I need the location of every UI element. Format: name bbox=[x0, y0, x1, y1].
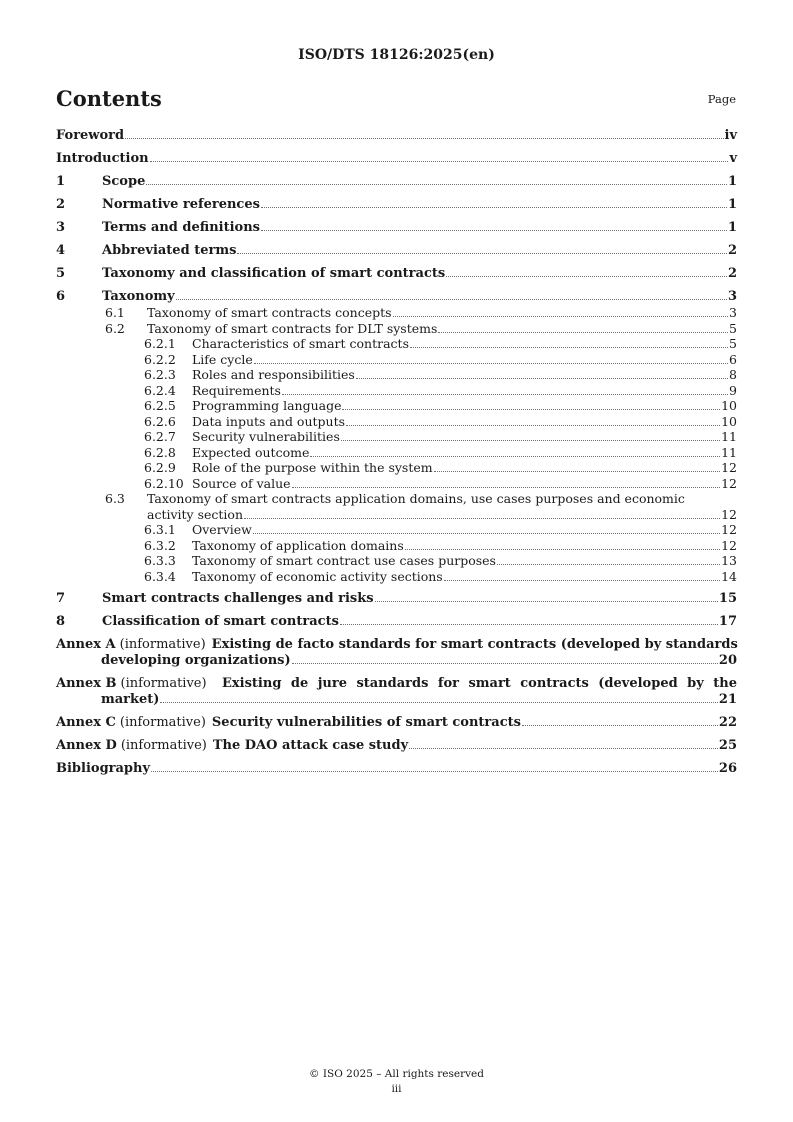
toc-entry-taxonomy-and-classification[interactable] bbox=[56, 266, 737, 282]
annex-id: Annex C bbox=[56, 715, 116, 730]
leader-dots bbox=[151, 771, 718, 772]
leader-dots bbox=[261, 207, 727, 208]
leader-dots bbox=[254, 363, 728, 364]
toc-label: Taxonomy and classification of smart contracts bbox=[102, 266, 446, 281]
toc-entry-6-3-3[interactable] bbox=[56, 553, 737, 569]
annex-title-word: (developed bbox=[598, 676, 678, 691]
leader-dots bbox=[393, 316, 729, 317]
toc-number: 6.3 bbox=[105, 491, 125, 506]
toc-number: 6.2.3 bbox=[144, 367, 176, 382]
toc-page: 22 bbox=[718, 715, 737, 730]
toc-page: 2 bbox=[727, 243, 737, 258]
annex-title-continued: market) bbox=[101, 692, 160, 707]
toc-page: 1 bbox=[727, 220, 737, 235]
toc-label: Requirements bbox=[192, 382, 281, 398]
toc-number: 6.3.1 bbox=[144, 522, 176, 537]
leader-dots bbox=[341, 440, 720, 441]
annex-title: Security vulnerabilities of smart contracts bbox=[211, 715, 521, 730]
toc-label: Role of the purpose within the system bbox=[192, 460, 433, 475]
toc-entry-introduction[interactable] bbox=[56, 151, 737, 167]
toc-entry-6-2-2[interactable] bbox=[56, 352, 737, 368]
toc-number: 6.2.2 bbox=[144, 351, 176, 367]
leader-dots bbox=[446, 276, 727, 277]
annex-type: (informative) bbox=[120, 676, 207, 691]
toc-label: Taxonomy bbox=[102, 289, 175, 304]
leader-dots bbox=[244, 518, 720, 519]
leader-dots bbox=[444, 580, 720, 581]
leader-dots bbox=[340, 624, 718, 625]
annex-id: Annex A bbox=[56, 637, 116, 652]
toc-page: 3 bbox=[729, 305, 737, 320]
leader-dots bbox=[282, 394, 728, 395]
annex-title-continued: developing organizations) bbox=[101, 653, 291, 668]
toc-number: 6.2 bbox=[105, 320, 125, 336]
toc-label: Smart contracts challenges and risks bbox=[102, 591, 374, 606]
toc-label: Normative references bbox=[102, 197, 260, 212]
toc-label: Security vulnerabilities bbox=[192, 429, 340, 444]
toc-page: v bbox=[729, 151, 737, 166]
page-column-label: Page bbox=[707, 92, 736, 106]
toc-entry-normative-references[interactable] bbox=[56, 197, 737, 213]
toc-label: Taxonomy of smart contracts application domains, use cases purposes and economic bbox=[147, 491, 685, 506]
toc-entry-terms-and-definitions[interactable] bbox=[56, 220, 737, 236]
toc-number: 6.2.6 bbox=[144, 413, 176, 429]
toc-number: 6.2.7 bbox=[144, 429, 176, 444]
annex-title-word: Existing bbox=[222, 676, 282, 691]
annex-title-word: contracts bbox=[520, 676, 589, 691]
toc-number: 3 bbox=[56, 220, 66, 235]
toc-page: 10 bbox=[721, 413, 737, 429]
toc-entry-bibliography[interactable] bbox=[56, 761, 737, 777]
page-number: iii bbox=[391, 1083, 402, 1095]
toc-label: Expected outcome bbox=[192, 444, 310, 460]
toc-label: Taxonomy of economic activity sections bbox=[192, 568, 443, 584]
leader-dots bbox=[375, 601, 718, 602]
toc-page: 11 bbox=[721, 444, 737, 460]
copyright-notice: © ISO 2025 – All rights reserved bbox=[309, 1068, 484, 1080]
toc-number: 6.2.5 bbox=[144, 398, 176, 413]
document-id: ISO/DTS 18126:2025(en) bbox=[298, 47, 495, 63]
toc-number: 6.2.1 bbox=[144, 336, 176, 351]
toc-entry-6-1[interactable] bbox=[56, 305, 737, 321]
toc-page: 15 bbox=[718, 591, 737, 606]
toc-number: 6.2.8 bbox=[144, 444, 176, 460]
annex-type: (informative) bbox=[119, 637, 206, 652]
toc-label: Bibliography bbox=[56, 761, 151, 776]
toc-page: 13 bbox=[721, 553, 737, 568]
toc-label: Scope bbox=[102, 174, 146, 189]
toc-page: 11 bbox=[721, 429, 737, 444]
toc-number: 4 bbox=[56, 243, 66, 258]
toc-number: 6.2.10 bbox=[144, 475, 184, 491]
toc-label: Taxonomy of smart contracts for DLT systems bbox=[147, 320, 438, 336]
toc-page: 25 bbox=[718, 738, 737, 753]
toc-page: 14 bbox=[721, 568, 737, 584]
toc-page: 2 bbox=[727, 266, 737, 281]
leader-dots bbox=[346, 425, 720, 426]
table-of-contents bbox=[56, 128, 737, 777]
leader-dots bbox=[125, 138, 723, 139]
leader-dots bbox=[261, 230, 727, 231]
toc-number: 1 bbox=[56, 174, 66, 189]
leader-dots bbox=[410, 347, 728, 348]
toc-number: 8 bbox=[56, 614, 66, 629]
toc-page: iv bbox=[724, 128, 737, 143]
toc-label: Characteristics of smart contracts bbox=[192, 336, 409, 351]
toc-label: Introduction bbox=[56, 151, 149, 166]
toc-entry-taxonomy[interactable] bbox=[56, 289, 737, 305]
page-footer bbox=[0, 1067, 793, 1097]
toc-label: Source of value bbox=[192, 475, 291, 491]
leader-dots bbox=[409, 748, 718, 749]
toc-entry-6-2-9[interactable] bbox=[56, 460, 737, 476]
leader-dots bbox=[434, 471, 720, 472]
toc-page: 10 bbox=[721, 398, 737, 413]
leader-dots bbox=[405, 549, 720, 550]
leader-dots bbox=[160, 702, 717, 703]
toc-page: 12 bbox=[721, 537, 737, 553]
leader-dots bbox=[522, 725, 718, 726]
toc-page: 9 bbox=[729, 382, 737, 398]
leader-dots bbox=[253, 533, 720, 534]
leader-dots bbox=[438, 332, 728, 333]
toc-page: 3 bbox=[727, 289, 737, 304]
toc-label: Overview bbox=[192, 522, 252, 537]
annex-title-word: by bbox=[687, 676, 704, 691]
leader-dots bbox=[146, 184, 727, 185]
toc-entry-6-3-1[interactable] bbox=[56, 522, 737, 538]
leader-dots bbox=[292, 663, 718, 664]
toc-page: 5 bbox=[729, 320, 737, 336]
toc-page: 5 bbox=[729, 336, 737, 351]
leader-dots bbox=[342, 409, 720, 410]
toc-number: 2 bbox=[56, 197, 66, 212]
toc-entry-6-2-1[interactable] bbox=[56, 336, 737, 352]
toc-number: 6.2.4 bbox=[144, 382, 176, 398]
toc-number: 6.3.3 bbox=[144, 553, 176, 568]
toc-label: Abbreviated terms bbox=[102, 243, 237, 258]
annex-title-word: the bbox=[713, 676, 737, 691]
toc-page: 1 bbox=[727, 174, 737, 189]
toc-page: 12 bbox=[721, 460, 737, 475]
toc-entry-6-3[interactable] bbox=[56, 491, 737, 522]
annex-title-word: de bbox=[290, 676, 309, 691]
toc-number: 6.3.4 bbox=[144, 568, 176, 584]
toc-label: Classification of smart contracts bbox=[102, 614, 339, 629]
leader-dots bbox=[150, 161, 729, 162]
toc-page: 12 bbox=[721, 522, 737, 537]
toc-number: 6 bbox=[56, 289, 66, 304]
toc-label: Taxonomy of smart contracts concepts bbox=[147, 305, 392, 320]
toc-entry-6-2-4[interactable] bbox=[56, 383, 737, 399]
toc-entry-annex-b[interactable] bbox=[56, 676, 737, 708]
toc-page: 20 bbox=[718, 653, 737, 668]
toc-label: Roles and responsibilities bbox=[192, 367, 355, 382]
toc-entry-scope[interactable] bbox=[56, 174, 737, 190]
toc-entry-foreword[interactable] bbox=[56, 128, 737, 144]
toc-entry-6-3-4[interactable] bbox=[56, 569, 737, 585]
annex-title: Existing de facto standards for smart contracts (developed by standards bbox=[211, 637, 738, 652]
leader-dots bbox=[237, 253, 727, 254]
toc-number: 6.2.9 bbox=[144, 460, 176, 475]
toc-label-continued: activity section bbox=[147, 506, 244, 522]
toc-page: 21 bbox=[718, 692, 737, 707]
leader-dots bbox=[176, 299, 727, 300]
toc-number: 6.3.2 bbox=[144, 537, 176, 553]
toc-page: 6 bbox=[729, 351, 737, 367]
page-title: Contents bbox=[56, 86, 162, 111]
annex-title: The DAO attack case study bbox=[212, 738, 409, 753]
leader-dots bbox=[497, 564, 720, 565]
annex-id: Annex B bbox=[56, 676, 117, 691]
toc-page: 26 bbox=[718, 761, 737, 776]
toc-page: 12 bbox=[721, 475, 737, 491]
toc-entry-classification[interactable] bbox=[56, 614, 737, 630]
toc-label: Taxonomy of application domains bbox=[192, 537, 404, 553]
annex-type: (informative) bbox=[119, 715, 206, 730]
toc-number: 6.1 bbox=[105, 305, 125, 320]
toc-entry-6-2-10[interactable] bbox=[56, 476, 737, 492]
leader-dots bbox=[356, 378, 728, 379]
toc-entry-annex-d[interactable] bbox=[56, 738, 737, 754]
toc-page: 1 bbox=[727, 197, 737, 212]
toc-entry-6-2-5[interactable] bbox=[56, 398, 737, 414]
annex-title-word: standards bbox=[356, 676, 429, 691]
toc-label: Foreword bbox=[56, 128, 125, 143]
toc-entry-6-2[interactable] bbox=[56, 321, 737, 337]
toc-label: Terms and definitions bbox=[102, 220, 260, 235]
annex-id: Annex D bbox=[56, 738, 117, 753]
toc-entry-6-2-6[interactable] bbox=[56, 414, 737, 430]
toc-entry-annex-a[interactable] bbox=[56, 637, 737, 669]
toc-number: 7 bbox=[56, 591, 66, 606]
toc-page: 12 bbox=[721, 506, 737, 522]
toc-entry-6-3-2[interactable] bbox=[56, 538, 737, 554]
annex-title-word: smart bbox=[468, 676, 511, 691]
toc-number: 5 bbox=[56, 266, 66, 281]
toc-entry-6-2-7[interactable] bbox=[56, 429, 737, 445]
toc-label: Life cycle bbox=[192, 351, 253, 367]
toc-entry-6-2-8[interactable] bbox=[56, 445, 737, 461]
leader-dots bbox=[310, 456, 720, 457]
annex-title-word: for bbox=[437, 676, 459, 691]
toc-entry-6-2-3[interactable] bbox=[56, 367, 737, 383]
toc-label: Data inputs and outputs bbox=[192, 413, 346, 429]
annex-title-word: jure bbox=[317, 676, 347, 691]
leader-dots bbox=[292, 487, 721, 488]
annex-type: (informative) bbox=[120, 738, 207, 753]
toc-page: 8 bbox=[729, 367, 737, 382]
toc-label: Programming language bbox=[192, 398, 342, 413]
toc-label: Taxonomy of smart contract use cases purposes bbox=[192, 553, 496, 568]
toc-entry-annex-c[interactable] bbox=[56, 715, 737, 731]
toc-entry-challenges-and-risks[interactable] bbox=[56, 591, 737, 607]
toc-entry-abbreviated-terms[interactable] bbox=[56, 243, 737, 259]
toc-page: 17 bbox=[718, 614, 737, 629]
